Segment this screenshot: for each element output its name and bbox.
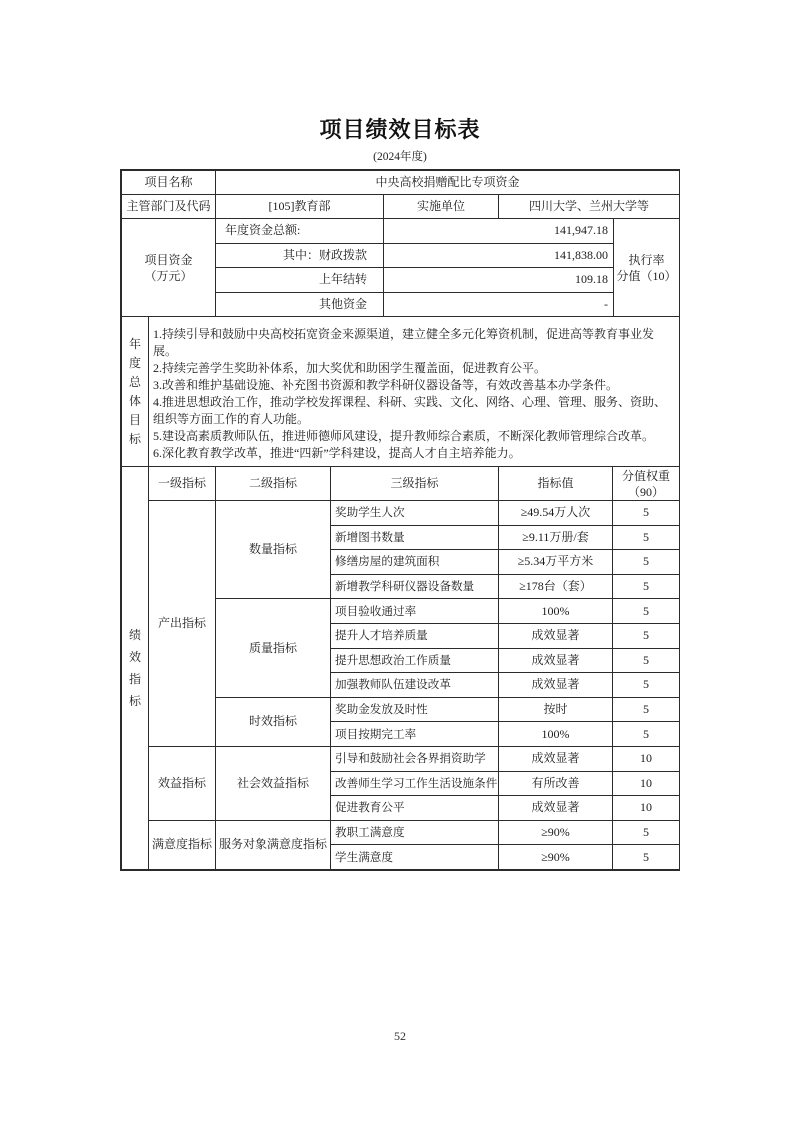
goal-item: 2.持续完善学生奖助补体系，加大奖优和助困学生覆盖面，促进教育公平。 [153, 361, 547, 375]
weight-cell: 5 [613, 845, 680, 870]
weight-cell: 5 [613, 525, 680, 550]
level2-social-benefit: 社会效益指标 [216, 746, 331, 820]
annual-goals-label-text: 年度总体目标 [128, 336, 141, 446]
goal-item: 3.改善和维护基础设施、补充图书资源和教学科研仪器设备等，有效改善基本办学条件。 [153, 378, 619, 392]
value-cell: 100% [499, 722, 613, 747]
weight-cell: 5 [613, 673, 680, 698]
header-level1: 一级指标 [149, 467, 216, 501]
header-value: 指标值 [499, 467, 613, 501]
level2-quantity: 数量指标 [216, 501, 331, 599]
l3-cell: 提升思想政治工作质量 [331, 648, 499, 673]
header-weight-line2: （90） [627, 484, 664, 499]
weight-cell: 5 [613, 623, 680, 648]
indicators-section-label [122, 467, 149, 870]
weight-cell: 5 [613, 550, 680, 575]
page-title: 项目绩效目标表 [319, 117, 481, 142]
project-name-row [122, 171, 680, 195]
weight-cell: 5 [613, 574, 680, 599]
project-name-label: 项目名称 [122, 171, 216, 195]
value-cell: ≥9.11万册/套 [499, 525, 613, 550]
funds-fiscal-amount: 141,838.00 [384, 243, 614, 268]
weight-cell: 10 [613, 771, 680, 796]
level2-timeliness: 时效指标 [216, 697, 331, 746]
weight-cell: 5 [613, 501, 680, 526]
header-weight-line1: 分值权重 [621, 468, 670, 483]
funds-other-label: 其他资金 [216, 292, 384, 317]
l3-cell: 新增图书数量 [331, 525, 499, 550]
weight-cell: 10 [613, 796, 680, 821]
value-cell: 成效显著 [499, 673, 613, 698]
info-and-funds-table [121, 170, 680, 317]
value-cell: 100% [499, 599, 613, 624]
indicators-section-label-text: 绩效指标 [128, 627, 141, 708]
l3-cell: 提升人才培养质量 [331, 623, 499, 648]
page-number: 52 [394, 1029, 406, 1043]
level1-satisfaction: 满意度指标 [149, 820, 216, 869]
value-cell: ≥5.34万平方米 [499, 550, 613, 575]
implement-unit-value: 四川大学、兰州大学等 [499, 195, 680, 219]
indicator-row [122, 746, 680, 771]
weight-cell: 10 [613, 746, 680, 771]
l3-cell: 引导和鼓励社会各界捐资助学 [331, 746, 499, 771]
annual-goals-row [122, 317, 680, 467]
funds-carryover-amount: 109.18 [384, 268, 614, 293]
funds-other-amount: - [384, 292, 614, 317]
value-cell: 有所改善 [499, 771, 613, 796]
header-level2: 二级指标 [216, 467, 331, 501]
weight-cell: 5 [613, 599, 680, 624]
annual-goals-content [149, 317, 680, 467]
goal-item: 4.推进思想政治工作，推动学校发挥课程、科研、实践、文化、网络、心理、管理、服务、资助、组织等方面工作的育人功能。 [153, 395, 667, 426]
funds-carryover-label: 上年结转 [216, 268, 384, 293]
header-weight [613, 467, 680, 501]
goal-item: 5.建设高素质教师队伍，推进师德师风建设，提升教师综合素质，不断深化教师管理综合改革。 [153, 429, 655, 443]
l3-cell: 项目按期完工率 [331, 722, 499, 747]
value-cell: 成效显著 [499, 648, 613, 673]
indicators-header-row [122, 467, 680, 501]
l3-cell: 奖助学生人次 [331, 501, 499, 526]
l3-cell: 项目验收通过率 [331, 599, 499, 624]
level1-output: 产出指标 [149, 501, 216, 747]
value-cell: ≥178台（套） [499, 574, 613, 599]
annual-goals-label [122, 317, 149, 467]
performance-target-table [120, 169, 680, 871]
funds-total-amount: 141,947.18 [384, 219, 614, 244]
indicator-row [122, 820, 680, 845]
funds-fiscal-label: 其中：财政拨款 [216, 243, 384, 268]
goal-item: 1.持续引导和鼓励中央高校拓宽资金来源渠道，建立健全多元化筹资机制，促进高等教育事业发展。 [153, 327, 655, 358]
l3-cell: 修缮房屋的建筑面积 [331, 550, 499, 575]
value-cell: ≥90% [499, 820, 613, 845]
weight-cell: 5 [613, 820, 680, 845]
funds-label [122, 219, 216, 317]
value-cell: 成效显著 [499, 623, 613, 648]
indicators-table [121, 466, 680, 870]
indicator-row [122, 501, 680, 526]
value-cell: ≥90% [499, 845, 613, 870]
goal-item: 6.深化教育教学改革，推进“四新”学科建设，提高人才自主培养能力。 [153, 446, 521, 460]
l3-cell: 加强教师队伍建设改革 [331, 673, 499, 698]
project-name-value: 中央高校捐赠配比专项资金 [216, 171, 680, 195]
level2-service-satisfaction: 服务对象满意度指标 [216, 820, 331, 869]
l3-cell: 改善师生学习工作生活设施条件 [331, 771, 499, 796]
page-subtitle: (2024年度) [373, 151, 427, 163]
weight-cell: 5 [613, 697, 680, 722]
implement-unit-label: 实施单位 [384, 195, 499, 219]
level1-benefit: 效益指标 [149, 746, 216, 820]
department-value: [105]教育部 [216, 195, 384, 219]
level2-quality: 质量指标 [216, 599, 331, 697]
funds-label-line1: 项目资金 [144, 252, 193, 267]
value-cell: 按时 [499, 697, 613, 722]
l3-cell: 学生满意度 [331, 845, 499, 870]
weight-cell: 5 [613, 722, 680, 747]
l3-cell: 奖助金发放及时性 [331, 697, 499, 722]
execution-rate-line1: 执行率 [628, 252, 665, 267]
value-cell: ≥49.54万人次 [499, 501, 613, 526]
execution-rate-line2: 分值（10） [616, 268, 677, 283]
funds-label-line2: （万元） [144, 268, 193, 283]
weight-cell: 5 [613, 648, 680, 673]
funds-total-row [122, 219, 680, 244]
header-level3: 三级指标 [331, 467, 499, 501]
annual-goals-table [121, 316, 680, 467]
l3-cell: 促进教育公平 [331, 796, 499, 821]
l3-cell: 新增教学科研仪器设备数量 [331, 574, 499, 599]
department-row [122, 195, 680, 219]
execution-rate-cell [614, 219, 680, 317]
l3-cell: 教职工满意度 [331, 820, 499, 845]
department-label: 主管部门及代码 [122, 195, 216, 219]
funds-total-label: 年度资金总额: [216, 219, 384, 244]
value-cell: 成效显著 [499, 796, 613, 821]
value-cell: 成效显著 [499, 746, 613, 771]
